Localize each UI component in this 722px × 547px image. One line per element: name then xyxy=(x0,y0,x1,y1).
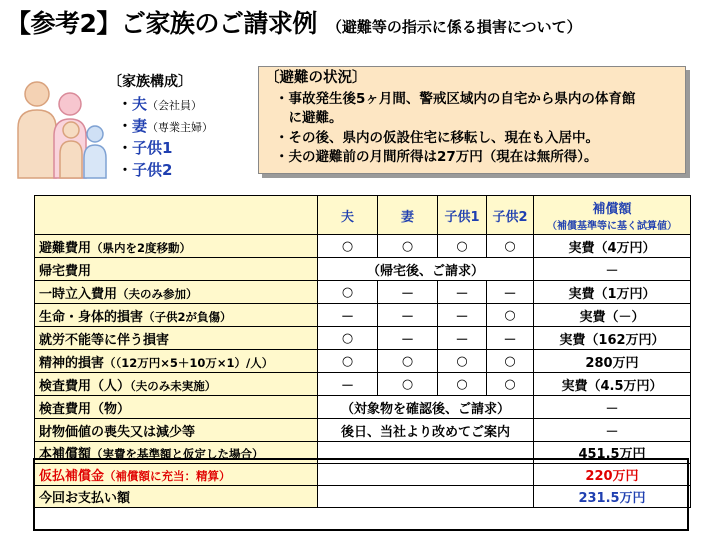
member-name: 夫 xyxy=(132,95,148,113)
total-row xyxy=(35,486,691,508)
row-mark: － xyxy=(318,304,378,327)
member-note: （会社員） xyxy=(147,99,203,112)
total-blank xyxy=(318,464,534,486)
total-amount: 220万円 xyxy=(534,464,691,486)
table-row xyxy=(35,419,691,442)
header-blank-cell xyxy=(35,196,318,235)
table-row xyxy=(35,258,691,281)
family-member: ・子供2 xyxy=(118,161,173,179)
page-title-main: 【参考2】ご家族のご請求例 xyxy=(6,9,317,38)
family-header: 〔家族構成〕 xyxy=(108,74,192,90)
row-amount: 実費（－） xyxy=(534,304,691,327)
total-blank xyxy=(318,486,534,508)
row-mark: － xyxy=(438,304,487,327)
row-mark: ○ xyxy=(378,373,438,396)
row-mark: － xyxy=(438,281,487,304)
total-item: 仮払補償金（補償額に充当：精算） xyxy=(35,464,318,486)
header-amount-label: 補償額 xyxy=(592,202,632,217)
evacuation-line: に避難。 xyxy=(275,110,343,126)
total-blank xyxy=(318,442,534,464)
member-note: （専業主婦） xyxy=(147,121,214,134)
row-mark: ○ xyxy=(487,304,534,327)
table-row xyxy=(35,327,691,350)
row-mark: ○ xyxy=(487,350,534,373)
row-item: 精神的損害（（12万円×5＋10万×1）/人） xyxy=(35,350,318,373)
row-amount: － xyxy=(534,258,691,281)
evacuation-header: 〔避難の状況〕 xyxy=(265,70,367,86)
row-mark: ○ xyxy=(318,327,378,350)
table-row xyxy=(35,350,691,373)
row-amount: 実費（4.5万円） xyxy=(534,373,691,396)
row-mark: ○ xyxy=(438,373,487,396)
evacuation-line: ・その後、県内の仮設住宅に移転し、現在も入居中。 xyxy=(275,129,599,146)
total-item: 本補償額（実費を基準額と仮定した場合） xyxy=(35,442,318,464)
evacuation-line: ・事故発生後5ヶ月間、警戒区域内の自宅から県内の体育館 xyxy=(275,90,636,107)
page-title-sub: （避難等の指示に係る損害について） xyxy=(326,18,582,36)
total-row xyxy=(35,464,691,486)
total-amount: 451.5万円 xyxy=(534,442,691,464)
row-mark: － xyxy=(438,327,487,350)
table-row xyxy=(35,304,691,327)
row-mark: － xyxy=(378,327,438,350)
family-composition xyxy=(108,72,213,182)
evacuation-status-box xyxy=(258,66,686,174)
family-member: ・妻（専業主婦） xyxy=(118,117,214,135)
row-item: 帰宅費用 xyxy=(35,258,318,281)
member-name: 子供2 xyxy=(132,161,173,179)
family-icon xyxy=(10,74,110,184)
row-merged-note: （対象物を確認後、ご請求） xyxy=(318,396,534,419)
row-mark: － xyxy=(318,373,378,396)
header-child2: 子供2 xyxy=(487,196,534,235)
row-amount: 280万円 xyxy=(534,350,691,373)
header-amount-note: （補償基準等に基く試算値） xyxy=(547,221,677,232)
header-child1: 子供1 xyxy=(438,196,487,235)
family-member: ・子供1 xyxy=(118,139,173,157)
total-row xyxy=(35,442,691,464)
row-merged-note: 後日、当社より改めてご案内 xyxy=(318,419,534,442)
row-mark: ○ xyxy=(487,373,534,396)
row-amount: 実費（1万円） xyxy=(534,281,691,304)
family-member: ・夫（会社員） xyxy=(118,95,203,113)
total-item: 今回お支払い額 xyxy=(35,486,318,508)
row-mark: － xyxy=(487,327,534,350)
row-amount: 実費（162万円） xyxy=(534,327,691,350)
member-name: 子供1 xyxy=(132,139,173,157)
row-mark: ○ xyxy=(438,350,487,373)
page-title xyxy=(6,4,582,40)
row-mark: ○ xyxy=(318,350,378,373)
table-header-row xyxy=(35,196,691,235)
row-item: 生命・身体的損害（子供2が負傷） xyxy=(35,304,318,327)
row-mark: ○ xyxy=(487,235,534,258)
table-row xyxy=(35,235,691,258)
claims-table xyxy=(34,195,691,508)
header-husband: 夫 xyxy=(318,196,378,235)
row-mark: ○ xyxy=(438,235,487,258)
row-mark: ○ xyxy=(318,235,378,258)
row-amount: － xyxy=(534,419,691,442)
member-name: 妻 xyxy=(132,117,148,135)
row-item: 避難費用（県内を2度移動） xyxy=(35,235,318,258)
total-amount: 231.5万円 xyxy=(534,486,691,508)
row-mark: ○ xyxy=(318,281,378,304)
row-mark: － xyxy=(487,281,534,304)
row-item: 検査費用（人）（夫のみ未実施） xyxy=(35,373,318,396)
table-row xyxy=(35,281,691,304)
row-mark: － xyxy=(378,304,438,327)
row-mark: ○ xyxy=(378,350,438,373)
row-amount: 実費（4万円） xyxy=(534,235,691,258)
row-amount: － xyxy=(534,396,691,419)
row-item: 検査費用（物） xyxy=(35,396,318,419)
row-mark: ○ xyxy=(378,235,438,258)
row-item: 一時立入費用（夫のみ参加） xyxy=(35,281,318,304)
table-row xyxy=(35,396,691,419)
header-wife: 妻 xyxy=(378,196,438,235)
evacuation-line: ・夫の避難前の月間所得は27万円（現在は無所得）。 xyxy=(275,149,598,165)
row-item: 就労不能等に伴う損害 xyxy=(35,327,318,350)
header-amount xyxy=(534,196,691,235)
row-item: 財物価値の喪失又は減少等 xyxy=(35,419,318,442)
row-merged-note: （帰宅後、ご請求） xyxy=(318,258,534,281)
table-row xyxy=(35,373,691,396)
row-mark: － xyxy=(378,281,438,304)
